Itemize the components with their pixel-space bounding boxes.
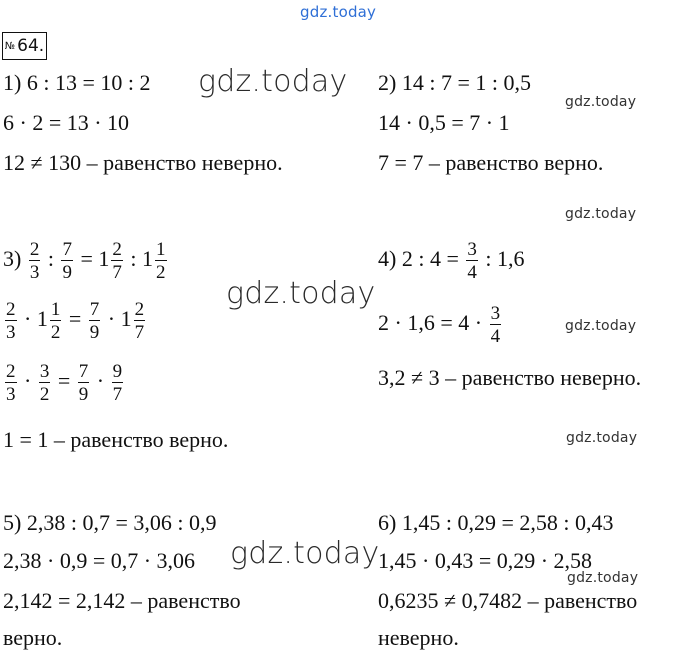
watermark-small-3: gdz.today	[565, 318, 637, 334]
task-number-badge	[2, 32, 47, 60]
fraction: $\frac{2}{3}$	[6, 299, 16, 343]
ex3-line3: $\frac{2}{3}$ · $\frac{3}{2}$ = $\frac{7}{9}$ · $\frac{9}{7}$	[6, 361, 123, 405]
ex2-line1: 2) 14 : 7 = 1 : 0,5	[378, 70, 531, 95]
ex3-line1: 3) $\frac{2}{3}$ : $\frac{7}{9}$ = 1 $\frac{2}{7}$ : 1 $\frac{1}{2}$	[3, 239, 166, 283]
ex6-line1: 6) 1,45 : 0,29 = 2,58 : 0,43	[378, 510, 614, 535]
ex5-line2: 2,38 · 0,9 = 0,7 · 3,06	[3, 548, 196, 573]
watermark-large-2: gdz.today	[226, 276, 376, 311]
ex1-line3: 12 ≠ 130 – равенство неверно.	[3, 150, 283, 175]
fraction: $\frac{3}{4}$	[490, 303, 501, 347]
watermark-top: gdz.today	[300, 3, 377, 21]
ex5-line4: верно.	[3, 625, 63, 650]
ex2-line3: 7 = 7 – равенство верно.	[378, 150, 604, 175]
fraction: $\frac{7}{9}$	[89, 299, 100, 343]
ex2-line2: 14 · 0,5 = 7 · 1	[378, 110, 510, 135]
ex4-line2: 2 · 1,6 = 4 · $\frac{3}{4}$	[378, 303, 501, 347]
watermark-small-4: gdz.today	[566, 430, 638, 446]
fraction: $\frac{9}{7}$	[112, 361, 123, 405]
ex6-line4: неверно.	[378, 625, 459, 650]
watermark-large-1: gdz.today	[198, 64, 348, 99]
ex3-line4: 1 = 1 – равенство верно.	[3, 427, 229, 452]
ex4-line1: 4) 2 : 4 = $\frac{3}{4}$ : 1,6	[378, 239, 525, 283]
ex3-line2: $\frac{2}{3}$ · 1 $\frac{1}{2}$ = $\frac{7}{9}$ · 1 $\frac{2}{7}$	[6, 299, 145, 343]
fraction: $\frac{2}{7}$	[134, 299, 145, 343]
fraction: $\frac{2}{3}$	[6, 361, 16, 405]
watermark-small-5: gdz.today	[567, 570, 639, 586]
ex6-line2: 1,45 · 0,43 = 0,29 · 2,58	[378, 548, 593, 573]
ex1-line2: 6 · 2 = 13 · 10	[3, 110, 130, 135]
watermark-small-1: gdz.today	[565, 94, 637, 110]
fraction: $\frac{1}{2}$	[156, 239, 166, 283]
number-sign: №	[4, 40, 16, 52]
watermark-small-2: gdz.today	[565, 206, 637, 222]
ex5-line1: 5) 2,38 : 0,7 = 3,06 : 0,9	[3, 510, 217, 535]
fraction: $\frac{1}{2}$	[50, 299, 61, 343]
fraction: $\frac{3}{4}$	[467, 239, 477, 283]
watermark-large-3: gdz.today	[230, 536, 380, 571]
ex3-label: 3)	[3, 246, 22, 272]
ex5-line3: 2,142 = 2,142 – равенство	[3, 588, 241, 613]
ex6-line3: 0,6235 ≠ 0,7482 – равенство	[378, 588, 638, 613]
task-number: 64.	[17, 36, 45, 56]
ex4-line3: 3,2 ≠ 3 – равенство неверно.	[378, 365, 642, 390]
fraction: $\frac{3}{2}$	[39, 361, 50, 405]
fraction: $\frac{2}{3}$	[29, 239, 40, 283]
fraction: $\frac{7}{9}$	[78, 361, 89, 405]
fraction: $\frac{7}{9}$	[62, 239, 72, 283]
fraction: $\frac{2}{7}$	[112, 239, 122, 283]
ex1-line1: 1) 6 : 13 = 10 : 2	[3, 70, 151, 95]
